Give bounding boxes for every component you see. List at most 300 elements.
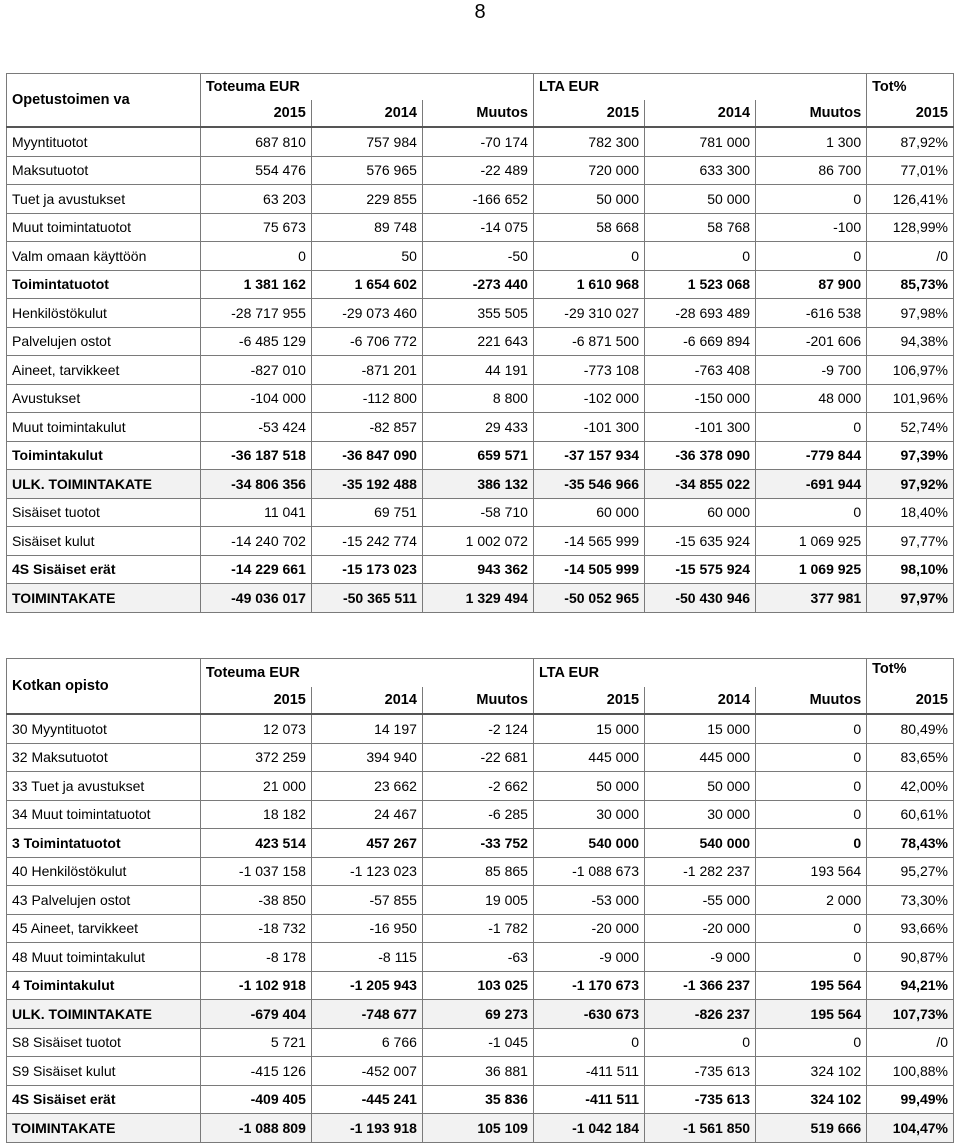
row-value: -273 440 bbox=[422, 270, 533, 299]
row-value: 126,41% bbox=[867, 185, 954, 214]
row-value: 659 571 bbox=[422, 441, 533, 470]
row-value: 78,43% bbox=[867, 829, 954, 858]
row-label: Valm omaan käyttöön bbox=[7, 242, 201, 271]
row-value: 58 668 bbox=[533, 213, 644, 242]
row-value: -49 036 017 bbox=[200, 584, 311, 613]
header-year-cell: Muutos bbox=[756, 687, 867, 714]
table-row bbox=[7, 441, 954, 470]
row-value: -50 bbox=[422, 242, 533, 271]
row-value: -35 546 966 bbox=[533, 470, 644, 499]
row-value: 30 000 bbox=[645, 800, 756, 829]
row-label: Sisäiset tuotot bbox=[7, 498, 201, 527]
header-year-cell: 2014 bbox=[645, 100, 756, 127]
row-value: 23 662 bbox=[311, 772, 422, 801]
row-value: 540 000 bbox=[533, 829, 644, 858]
row-value: -50 430 946 bbox=[645, 584, 756, 613]
row-value: 105 109 bbox=[422, 1114, 533, 1143]
row-label: Muut toimintatuotot bbox=[7, 213, 201, 242]
row-value: -1 037 158 bbox=[200, 857, 311, 886]
row-value: -9 000 bbox=[645, 943, 756, 972]
row-value: 35 836 bbox=[422, 1085, 533, 1114]
row-value: 372 259 bbox=[200, 743, 311, 772]
table-title: Kotkan opisto bbox=[7, 659, 201, 715]
row-value: -409 405 bbox=[200, 1085, 311, 1114]
row-value: 5 721 bbox=[200, 1028, 311, 1057]
row-value: 90,87% bbox=[867, 943, 954, 972]
row-value: 103 025 bbox=[422, 971, 533, 1000]
row-label: 4S Sisäiset erät bbox=[7, 1085, 201, 1114]
table-row bbox=[7, 714, 954, 743]
header-year-cell: Muutos bbox=[756, 100, 867, 127]
row-value: -57 855 bbox=[311, 886, 422, 915]
row-value: -1 782 bbox=[422, 914, 533, 943]
row-label: Toimintatuotot bbox=[7, 270, 201, 299]
row-value: 12 073 bbox=[200, 714, 311, 743]
row-value: 221 643 bbox=[422, 327, 533, 356]
row-value: -15 173 023 bbox=[311, 555, 422, 584]
row-value: -452 007 bbox=[311, 1057, 422, 1086]
row-value: 0 bbox=[533, 242, 644, 271]
row-value: 77,01% bbox=[867, 156, 954, 185]
row-value: 80,49% bbox=[867, 714, 954, 743]
row-value: -773 108 bbox=[533, 356, 644, 385]
row-value: 781 000 bbox=[645, 127, 756, 156]
row-value: -1 561 850 bbox=[645, 1114, 756, 1143]
row-value: -1 042 184 bbox=[533, 1114, 644, 1143]
row-value: -735 613 bbox=[645, 1085, 756, 1114]
row-value: 50 000 bbox=[533, 772, 644, 801]
row-value: 445 000 bbox=[533, 743, 644, 772]
row-value: 83,65% bbox=[867, 743, 954, 772]
row-value: 58 768 bbox=[645, 213, 756, 242]
row-value: 0 bbox=[756, 800, 867, 829]
row-value: 6 766 bbox=[311, 1028, 422, 1057]
row-value: -22 681 bbox=[422, 743, 533, 772]
row-value: 1 002 072 bbox=[422, 527, 533, 556]
row-value: -29 073 460 bbox=[311, 299, 422, 328]
row-value: 1 381 162 bbox=[200, 270, 311, 299]
row-value: -36 847 090 bbox=[311, 441, 422, 470]
header-year-cell: 2014 bbox=[311, 100, 422, 127]
row-value: -6 706 772 bbox=[311, 327, 422, 356]
row-value: 782 300 bbox=[533, 127, 644, 156]
table-opetustoimi bbox=[6, 73, 954, 613]
row-value: -735 613 bbox=[645, 1057, 756, 1086]
row-value: -104 000 bbox=[200, 384, 311, 413]
row-value: -1 088 673 bbox=[533, 857, 644, 886]
row-value: 89 748 bbox=[311, 213, 422, 242]
row-value: 99,49% bbox=[867, 1085, 954, 1114]
row-label: 43 Palvelujen ostot bbox=[7, 886, 201, 915]
row-value: 1 329 494 bbox=[422, 584, 533, 613]
row-value: -55 000 bbox=[645, 886, 756, 915]
row-value: 75 673 bbox=[200, 213, 311, 242]
header-year-cell: 2015 bbox=[200, 100, 311, 127]
row-value: 1 523 068 bbox=[645, 270, 756, 299]
row-value: 95,27% bbox=[867, 857, 954, 886]
row-value: 0 bbox=[645, 242, 756, 271]
row-value: -630 673 bbox=[533, 1000, 644, 1029]
row-value: 69 751 bbox=[311, 498, 422, 527]
table-row bbox=[7, 943, 954, 972]
row-value: -6 485 129 bbox=[200, 327, 311, 356]
table-row bbox=[7, 413, 954, 442]
header-year-cell: 2015 bbox=[533, 687, 644, 714]
row-value: 85,73% bbox=[867, 270, 954, 299]
row-value: -691 944 bbox=[756, 470, 867, 499]
row-value: 97,77% bbox=[867, 527, 954, 556]
row-label: S9 Sisäiset kulut bbox=[7, 1057, 201, 1086]
table-row bbox=[7, 242, 954, 271]
row-value: 36 881 bbox=[422, 1057, 533, 1086]
row-label: 48 Muut toimintakulut bbox=[7, 943, 201, 972]
row-label: Aineet, tarvikkeet bbox=[7, 356, 201, 385]
row-value: 394 940 bbox=[311, 743, 422, 772]
header-year-cell: 2015 bbox=[867, 687, 954, 714]
row-value: 18 182 bbox=[200, 800, 311, 829]
row-value: /0 bbox=[867, 242, 954, 271]
row-value: 14 197 bbox=[311, 714, 422, 743]
row-value: 19 005 bbox=[422, 886, 533, 915]
row-value: 15 000 bbox=[645, 714, 756, 743]
row-value: -112 800 bbox=[311, 384, 422, 413]
row-value: -827 010 bbox=[200, 356, 311, 385]
row-value: 943 362 bbox=[422, 555, 533, 584]
row-value: 324 102 bbox=[756, 1085, 867, 1114]
row-value: 195 564 bbox=[756, 971, 867, 1000]
row-value: -9 000 bbox=[533, 943, 644, 972]
row-value: -14 240 702 bbox=[200, 527, 311, 556]
row-value: 30 000 bbox=[533, 800, 644, 829]
row-value: -14 565 999 bbox=[533, 527, 644, 556]
row-value: 457 267 bbox=[311, 829, 422, 858]
row-value: 355 505 bbox=[422, 299, 533, 328]
row-value: -36 187 518 bbox=[200, 441, 311, 470]
row-value: -53 000 bbox=[533, 886, 644, 915]
row-value: 50 bbox=[311, 242, 422, 271]
header-group-row bbox=[7, 74, 954, 101]
row-value: -1 088 809 bbox=[200, 1114, 311, 1143]
row-value: 8 800 bbox=[422, 384, 533, 413]
row-label: ULK. TOIMINTAKATE bbox=[7, 1000, 201, 1029]
row-value: 63 203 bbox=[200, 185, 311, 214]
row-value: -1 123 023 bbox=[311, 857, 422, 886]
table-row bbox=[7, 327, 954, 356]
row-value: /0 bbox=[867, 1028, 954, 1057]
header-actual: Toteuma EUR bbox=[200, 74, 533, 101]
header-budget: LTA EUR bbox=[533, 659, 866, 688]
row-value: 18,40% bbox=[867, 498, 954, 527]
header-actual: Toteuma EUR bbox=[200, 659, 533, 688]
header-pct: Tot% bbox=[867, 659, 954, 688]
row-value: 106,97% bbox=[867, 356, 954, 385]
row-value: -1 366 237 bbox=[645, 971, 756, 1000]
row-value: -82 857 bbox=[311, 413, 422, 442]
row-value: -37 157 934 bbox=[533, 441, 644, 470]
row-value: 52,74% bbox=[867, 413, 954, 442]
row-value: 1 654 602 bbox=[311, 270, 422, 299]
row-value: 0 bbox=[756, 743, 867, 772]
row-value: 11 041 bbox=[200, 498, 311, 527]
row-value: -34 806 356 bbox=[200, 470, 311, 499]
row-value: -616 538 bbox=[756, 299, 867, 328]
row-value: -150 000 bbox=[645, 384, 756, 413]
row-value: -201 606 bbox=[756, 327, 867, 356]
row-value: 1 300 bbox=[756, 127, 867, 156]
row-value: 720 000 bbox=[533, 156, 644, 185]
table-title: Opetustoimen va bbox=[7, 74, 201, 128]
row-value: 0 bbox=[756, 242, 867, 271]
row-label: Avustukset bbox=[7, 384, 201, 413]
row-value: 87 900 bbox=[756, 270, 867, 299]
row-value: -20 000 bbox=[533, 914, 644, 943]
row-value: 193 564 bbox=[756, 857, 867, 886]
row-value: 423 514 bbox=[200, 829, 311, 858]
row-value: -50 365 511 bbox=[311, 584, 422, 613]
row-value: -826 237 bbox=[645, 1000, 756, 1029]
row-value: -445 241 bbox=[311, 1085, 422, 1114]
row-value: 687 810 bbox=[200, 127, 311, 156]
row-label: 33 Tuet ja avustukset bbox=[7, 772, 201, 801]
row-value: -8 115 bbox=[311, 943, 422, 972]
table-row bbox=[7, 829, 954, 858]
row-value: 0 bbox=[756, 413, 867, 442]
row-value: -34 855 022 bbox=[645, 470, 756, 499]
row-value: -9 700 bbox=[756, 356, 867, 385]
row-value: 69 273 bbox=[422, 1000, 533, 1029]
row-value: 60,61% bbox=[867, 800, 954, 829]
table-row bbox=[7, 800, 954, 829]
row-value: 44 191 bbox=[422, 356, 533, 385]
row-label: 32 Maksutuotot bbox=[7, 743, 201, 772]
row-label: Tuet ja avustukset bbox=[7, 185, 201, 214]
row-value: 576 965 bbox=[311, 156, 422, 185]
row-value: 97,98% bbox=[867, 299, 954, 328]
row-value: 0 bbox=[756, 1028, 867, 1057]
row-value: 48 000 bbox=[756, 384, 867, 413]
table-row bbox=[7, 1114, 954, 1143]
row-label: 30 Myyntituotot bbox=[7, 714, 201, 743]
row-value: 195 564 bbox=[756, 1000, 867, 1029]
row-value: -35 192 488 bbox=[311, 470, 422, 499]
row-value: -748 677 bbox=[311, 1000, 422, 1029]
row-value: -22 489 bbox=[422, 156, 533, 185]
row-value: -58 710 bbox=[422, 498, 533, 527]
row-value: 50 000 bbox=[645, 185, 756, 214]
table-row bbox=[7, 555, 954, 584]
row-value: -15 575 924 bbox=[645, 555, 756, 584]
row-value: -1 282 237 bbox=[645, 857, 756, 886]
row-value: 104,47% bbox=[867, 1114, 954, 1143]
row-label: Muut toimintakulut bbox=[7, 413, 201, 442]
row-value: 1 069 925 bbox=[756, 527, 867, 556]
row-value: 0 bbox=[533, 1028, 644, 1057]
row-value: 445 000 bbox=[645, 743, 756, 772]
row-value: 1 610 968 bbox=[533, 270, 644, 299]
row-label: Palvelujen ostot bbox=[7, 327, 201, 356]
header-year-cell: 2015 bbox=[533, 100, 644, 127]
row-value: -2 124 bbox=[422, 714, 533, 743]
row-value: 97,97% bbox=[867, 584, 954, 613]
row-value: 21 000 bbox=[200, 772, 311, 801]
row-value: 128,99% bbox=[867, 213, 954, 242]
row-value: 94,38% bbox=[867, 327, 954, 356]
table-kotkan-opisto bbox=[6, 658, 954, 1143]
row-value: 50 000 bbox=[533, 185, 644, 214]
row-value: -14 075 bbox=[422, 213, 533, 242]
row-value: -6 669 894 bbox=[645, 327, 756, 356]
row-value: -14 229 661 bbox=[200, 555, 311, 584]
row-label: 4S Sisäiset erät bbox=[7, 555, 201, 584]
row-value: 519 666 bbox=[756, 1114, 867, 1143]
row-label: 45 Aineet, tarvikkeet bbox=[7, 914, 201, 943]
row-value: -100 bbox=[756, 213, 867, 242]
row-value: 386 132 bbox=[422, 470, 533, 499]
row-value: 97,92% bbox=[867, 470, 954, 499]
row-value: 107,73% bbox=[867, 1000, 954, 1029]
row-label: 40 Henkilöstökulut bbox=[7, 857, 201, 886]
row-label: Maksutuotot bbox=[7, 156, 201, 185]
table-row bbox=[7, 584, 954, 613]
row-value: -415 126 bbox=[200, 1057, 311, 1086]
row-value: -63 bbox=[422, 943, 533, 972]
table-row bbox=[7, 743, 954, 772]
row-value: -70 174 bbox=[422, 127, 533, 156]
row-value: -29 310 027 bbox=[533, 299, 644, 328]
page-number: 8 bbox=[474, 1, 486, 23]
table-row bbox=[7, 772, 954, 801]
table-row bbox=[7, 1085, 954, 1114]
row-value: -15 242 774 bbox=[311, 527, 422, 556]
row-value: -101 300 bbox=[533, 413, 644, 442]
row-value: -411 511 bbox=[533, 1085, 644, 1114]
row-value: 0 bbox=[756, 943, 867, 972]
row-value: 757 984 bbox=[311, 127, 422, 156]
row-value: -8 178 bbox=[200, 943, 311, 972]
row-value: 97,39% bbox=[867, 441, 954, 470]
table-row bbox=[7, 527, 954, 556]
row-value: 42,00% bbox=[867, 772, 954, 801]
row-value: 73,30% bbox=[867, 886, 954, 915]
row-label: ULK. TOIMINTAKATE bbox=[7, 470, 201, 499]
table-row bbox=[7, 213, 954, 242]
table-row bbox=[7, 299, 954, 328]
table-row bbox=[7, 886, 954, 915]
row-value: -1 205 943 bbox=[311, 971, 422, 1000]
row-value: -102 000 bbox=[533, 384, 644, 413]
row-value: 0 bbox=[756, 829, 867, 858]
header-year-cell: Muutos bbox=[422, 687, 533, 714]
header-pct: Tot% bbox=[867, 74, 954, 101]
row-value: -18 732 bbox=[200, 914, 311, 943]
header-year-cell: 2015 bbox=[200, 687, 311, 714]
row-value: 377 981 bbox=[756, 584, 867, 613]
row-label: S8 Sisäiset tuotot bbox=[7, 1028, 201, 1057]
row-label: Sisäiset kulut bbox=[7, 527, 201, 556]
row-value: 324 102 bbox=[756, 1057, 867, 1086]
row-value: 0 bbox=[645, 1028, 756, 1057]
row-value: 0 bbox=[756, 498, 867, 527]
row-value: -20 000 bbox=[645, 914, 756, 943]
row-label: 4 Toimintakulut bbox=[7, 971, 201, 1000]
row-value: -763 408 bbox=[645, 356, 756, 385]
header-year-cell: Muutos bbox=[422, 100, 533, 127]
row-label: Toimintakulut bbox=[7, 441, 201, 470]
row-value: 50 000 bbox=[645, 772, 756, 801]
row-label: 3 Toimintatuotot bbox=[7, 829, 201, 858]
table-row bbox=[7, 185, 954, 214]
row-value: -1 170 673 bbox=[533, 971, 644, 1000]
table-row bbox=[7, 971, 954, 1000]
row-value: 29 433 bbox=[422, 413, 533, 442]
row-value: 0 bbox=[756, 185, 867, 214]
table-row bbox=[7, 1057, 954, 1086]
table-row bbox=[7, 857, 954, 886]
row-value: -411 511 bbox=[533, 1057, 644, 1086]
table-row bbox=[7, 1000, 954, 1029]
row-value: 1 069 925 bbox=[756, 555, 867, 584]
row-value: 2 000 bbox=[756, 886, 867, 915]
row-value: 15 000 bbox=[533, 714, 644, 743]
table-row bbox=[7, 384, 954, 413]
table-row bbox=[7, 914, 954, 943]
header-group-row bbox=[7, 659, 954, 688]
row-value: -36 378 090 bbox=[645, 441, 756, 470]
row-value: 100,88% bbox=[867, 1057, 954, 1086]
table-row bbox=[7, 127, 954, 156]
row-value: -2 662 bbox=[422, 772, 533, 801]
header-year-cell: 2015 bbox=[867, 100, 954, 127]
row-label: 34 Muut toimintatuotot bbox=[7, 800, 201, 829]
row-value: -6 871 500 bbox=[533, 327, 644, 356]
row-value: -28 693 489 bbox=[645, 299, 756, 328]
row-label: TOIMINTAKATE bbox=[7, 584, 201, 613]
row-value: -14 505 999 bbox=[533, 555, 644, 584]
row-value: 0 bbox=[756, 714, 867, 743]
row-value: -101 300 bbox=[645, 413, 756, 442]
row-value: 94,21% bbox=[867, 971, 954, 1000]
row-value: -6 285 bbox=[422, 800, 533, 829]
row-label: Henkilöstökulut bbox=[7, 299, 201, 328]
table-row bbox=[7, 498, 954, 527]
table-row bbox=[7, 156, 954, 185]
row-label: Myyntituotot bbox=[7, 127, 201, 156]
row-value: -38 850 bbox=[200, 886, 311, 915]
row-value: -779 844 bbox=[756, 441, 867, 470]
table-row bbox=[7, 270, 954, 299]
row-value: -1 193 918 bbox=[311, 1114, 422, 1143]
row-value: 86 700 bbox=[756, 156, 867, 185]
row-value: 60 000 bbox=[645, 498, 756, 527]
row-value: 540 000 bbox=[645, 829, 756, 858]
row-value: 633 300 bbox=[645, 156, 756, 185]
table-row bbox=[7, 356, 954, 385]
row-value: 554 476 bbox=[200, 156, 311, 185]
row-value: -28 717 955 bbox=[200, 299, 311, 328]
row-value: -15 635 924 bbox=[645, 527, 756, 556]
row-value: 98,10% bbox=[867, 555, 954, 584]
row-value: -679 404 bbox=[200, 1000, 311, 1029]
table-row bbox=[7, 470, 954, 499]
row-value: -50 052 965 bbox=[533, 584, 644, 613]
table-row bbox=[7, 1028, 954, 1057]
row-value: 24 467 bbox=[311, 800, 422, 829]
row-value: 87,92% bbox=[867, 127, 954, 156]
row-value: 0 bbox=[200, 242, 311, 271]
row-value: -16 950 bbox=[311, 914, 422, 943]
row-value: -1 102 918 bbox=[200, 971, 311, 1000]
row-value: -33 752 bbox=[422, 829, 533, 858]
